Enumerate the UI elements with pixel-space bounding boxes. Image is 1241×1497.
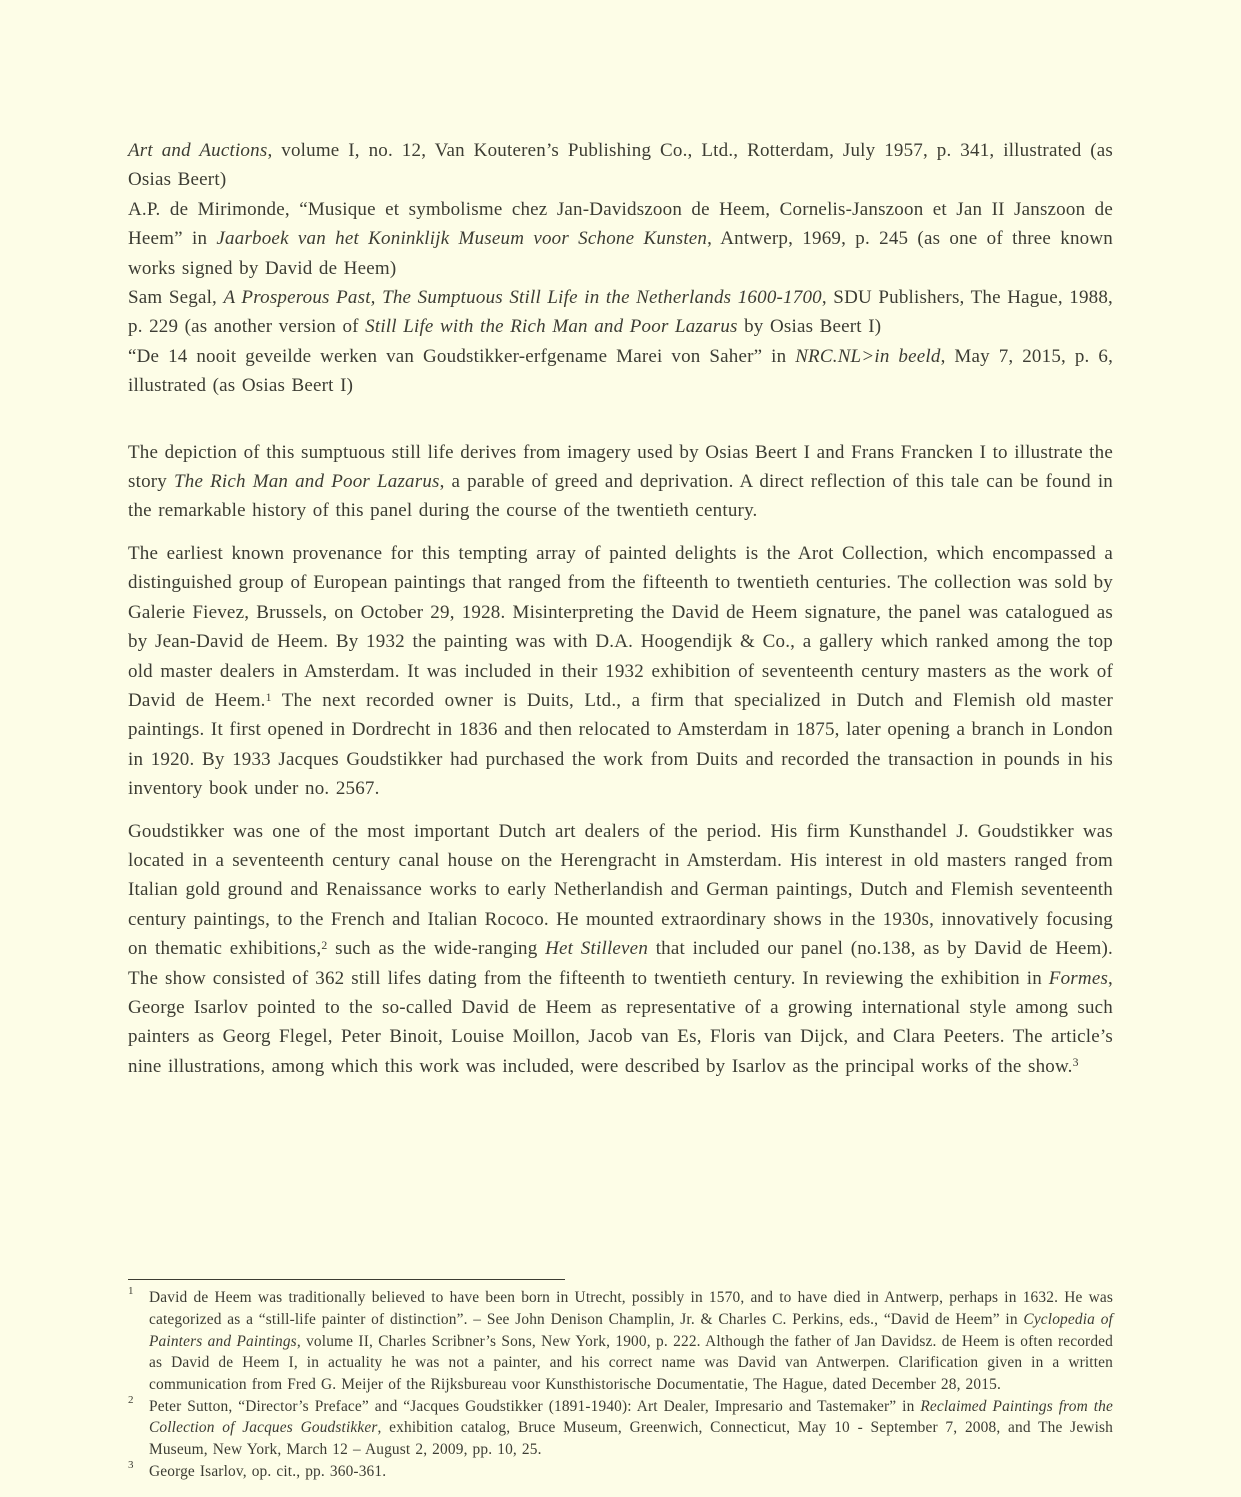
bibliography-entry: Art and Auctions, volume I, no. 12, Van Kouteren’s Publishing Co., Ltd., Rotterdam, July 1957, p. 341, illustrated (as Osias Beert) [128,140,1113,191]
footnote-text: David de Heem was traditionally believed to have been born in Utrecht, possibly in 1570, and to have died in Antwerp, perhaps in 1632. He was categorized as a “still-life painter of distinction”. – See John Denison Champlin, Jr. & Charles C. Perkins, eds., “David de Heem” in Cyclopedia of Painters and Paintings, volume II, Charles Scribner’s Sons, New York, 1900, p. 222. Although the father of Jan Davidsz. de Heem is often recorded as David de Heem I, in actuality he was not a painter, and his correct name was David van Antwerpen. Clarification given in a written communication from Fred G. Meijer of the Rijksbureau voor Kunsthistorische Documentatie, The Hague, dated December 28, 2015. [149,1289,1113,1393]
footnote-section [128,1279,1113,1482]
footnote-marker: 3 [128,1458,134,1471]
body-paragraph-depiction: The depiction of this sumptuous still life derives from imagery used by Osias Beert I and Frans Francken I to illustrate the story The Rich Man and Poor Lazarus, a parable of greed and deprivation. A direct reflection of this tale can be found in the remarkable history of this panel during the course of the twentieth century. [128,441,1113,522]
footnote [128,1287,1113,1396]
footnote-divider [128,1279,565,1280]
footnote [128,1458,1113,1483]
footnote-text: Peter Sutton, “Director’s Preface” and “Jacques Goudstikker (1891-1940): Art Dealer, Impresario and Tastemaker” in Reclaimed Paintings from the Collection of Jacques Goudstikker, exhibition catalog, Bruce Museum, Greenwich, Connecticut, May 10 - September 7, 2008, and The Jewish Museum, New York, March 12 – August 2, 2009, pp. 10, 25. [149,1397,1113,1459]
footnote-text: George Isarlov, op. cit., pp. 360-361. [149,1462,387,1480]
footnote-marker: 1 [128,1285,134,1298]
bibliography-entry: A.P. de Mirimonde, “Musique et symbolisme chez Jan-Davidszoon de Heem, Cornelis-Janszoon et Jan II Janszoon de Heem” in Jaarboek van het Koninklijk Museum voor Schone Kunsten, Antwerp, 1969, p. 245 (as one of three known works signed by David de Heem) [128,198,1113,279]
bibliography-section [128,136,1113,401]
bibliography-entry: Sam Segal, A Prosperous Past, The Sumptuous Still Life in the Netherlands 1600-1700, SDU Publishers, The Hague, 1988, p. 229 (as another version of Still Life with the Rich Man and Poor Lazarus by Osias Beert I) [128,287,1113,338]
footnote-list [128,1287,1113,1482]
body-paragraph-provenance: The earliest known provenance for this tempting array of painted delights is the Arot Collection, which encompassed a distinguished group of European paintings that ranged from the fifteenth to twentieth centuries. The collection was sold by Galerie Fievez, Brussels, on October 29, 1928. Misinterpreting the David de Heem signature, the panel was catalogued as by Jean-David de Heem. By 1932 the painting was with D.A. Hoogendijk & Co., a gallery which ranked among the top old master dealers in Amsterdam. It was included in their 1932 exhibition of seventeenth century masters as the work of David de Heem.$^1$ The next recorded owner is Duits, Ltd., a firm that specialized in Dutch and Flemish old master paintings. It first opened in Dordrecht in 1836 and then relocated to Amsterdam in 1875, later opening a branch in London in 1920. By 1933 Jacques Goudstikker had purchased the work from Duits and recorded the transaction in pounds in his inventory book under no. 2567. [128,542,1113,800]
footnote-marker: 2 [128,1393,134,1406]
bibliography-entry: “De 14 nooit geveilde werken van Goudstikker-erfgename Marei von Saher” in NRC.NL>in beeld, May 7, 2015, p. 6, illustrated (as Osias Beert I) [128,345,1114,397]
footnote [128,1393,1113,1461]
body-paragraph-goudstikker: Goudstikker was one of the most important Dutch art dealers of the period. His firm Kunsthandel J. Goudstikker was located in a seventeenth century canal house on the Herengracht in Amsterdam. His interest in old masters ranged from Italian gold ground and Renaissance works to early Netherlandish and German paintings, Dutch and Flemish seventeenth century paintings, to the French and Italian Rococo. He mounted extraordinary shows in the 1930s, innovatively focusing on thematic exhibitions,$^2$ such as the wide-ranging Het Stilleven that included our panel (no.138, as by David de Heem). The show consisted of 362 still lifes dating from the fifteenth to twentieth century. In reviewing the exhibition in Formes, George Isarlov pointed to the so-called David de Heem as representative of a growing international style among such painters as Georg Flegel, Peter Binoit, Louise Moillon, Jacob van Es, Floris van Dijck, and Clara Peeters. The article’s nine illustrations, among which this work was included, were described by Isarlov as the principal works of the show.$^3$ [128,820,1113,1077]
